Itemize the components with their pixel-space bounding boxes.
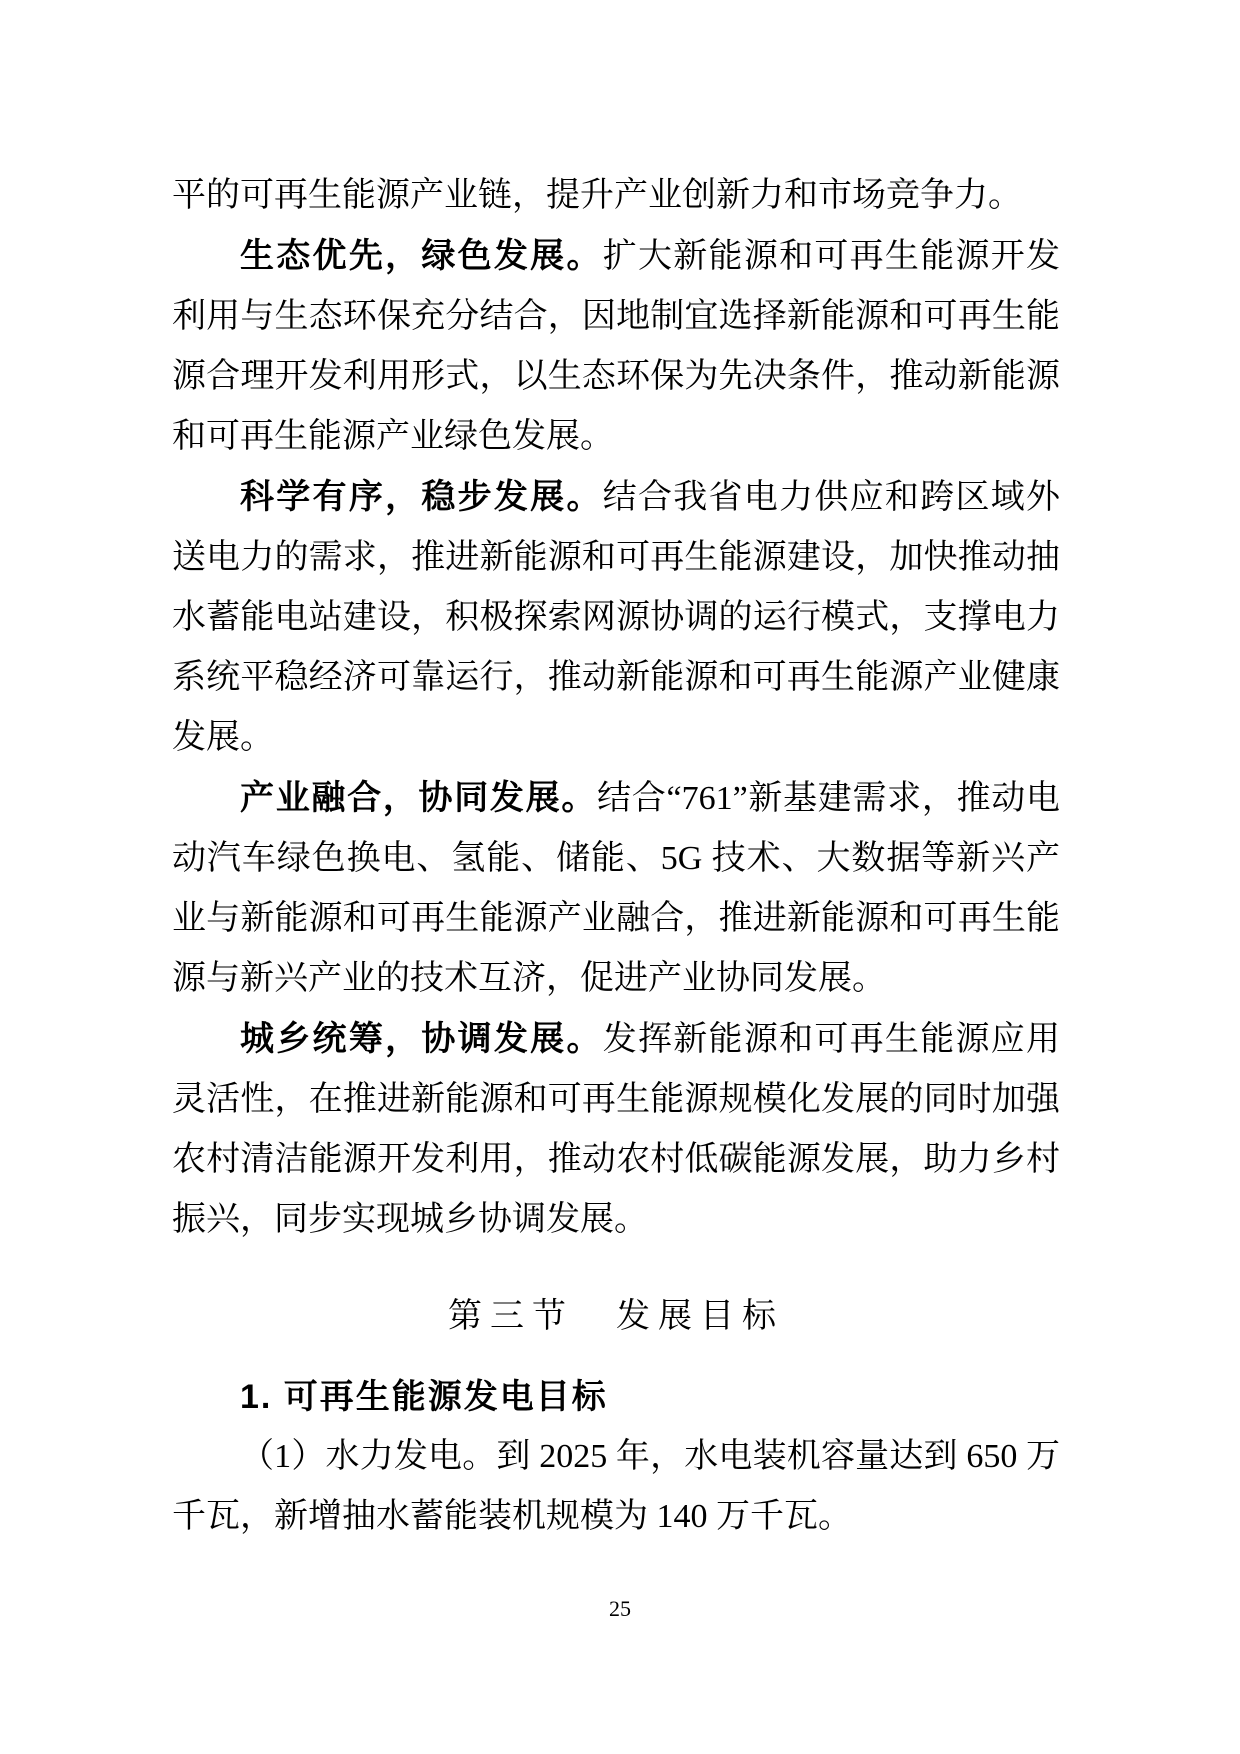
paragraph-lead: 生态优先，绿色发展。 (240, 237, 603, 275)
paragraph-lead: 城乡统筹，协调发展。 (240, 1020, 603, 1058)
paragraph-ecology-priority (172, 226, 1060, 467)
page-number: 25 (609, 1596, 631, 1621)
paragraph-lead: 科学有序，稳步发展。 (240, 478, 603, 516)
section-heading: 第三节 发展目标 (448, 1298, 784, 1335)
paragraph-lead: 产业融合，协同发展。 (240, 779, 598, 817)
paragraph-text: 发挥新能源和可再生能源应用灵活性，在推进新能源和可再生能源规模化发展的同时加强农村清洁能源开发利用，推动农村低碳能源发展，助力乡村振兴，同步实现城乡协调发展。 (172, 1021, 1061, 1238)
paragraph-text: 结合我省电力供应和跨区域外送电力的需求，推进新能源和可再生能源建设，加快推动抽水蓄能电站建设，积极探索网源协调的运行模式，支撑电力系统平稳经济可靠运行，推动新能源和可再生能源产业健康发展。 (172, 479, 1061, 756)
paragraph-text: 扩大新能源和可再生能源开发利用与生态环保充分结合，因地制宜选择新能源和可再生能源合理开发利用形式，以生态环保为先决条件，推动新能源和可再生能源产业绿色发展。 (172, 238, 1061, 455)
paragraph-scientific-order (172, 467, 1060, 768)
paragraph-urban-rural (172, 1009, 1060, 1250)
subsection-heading: 1. 可再生能源发电目标 (240, 1378, 608, 1416)
paragraph-hydropower-target: （1）水力发电。到 2025 年，水电装机容量达到 650 万千瓦，新增抽水蓄能装机规模为 140 万千瓦。 (172, 1438, 1060, 1535)
paragraph-continuation: 平的可再生能源产业链，提升产业创新力和市场竞争力。 (172, 177, 1022, 214)
paragraph-industry-integration (172, 768, 1060, 1009)
page-content (172, 166, 1060, 1547)
paragraph-text: 结合“761”新基建需求，推动电动汽车绿色换电、氢能、储能、5G 技术、大数据等新兴产业与新能源和可再生能源产业融合，推进新能源和可再生能源与新兴产业的技术互济，促进产业协同发展。 (172, 780, 1061, 997)
